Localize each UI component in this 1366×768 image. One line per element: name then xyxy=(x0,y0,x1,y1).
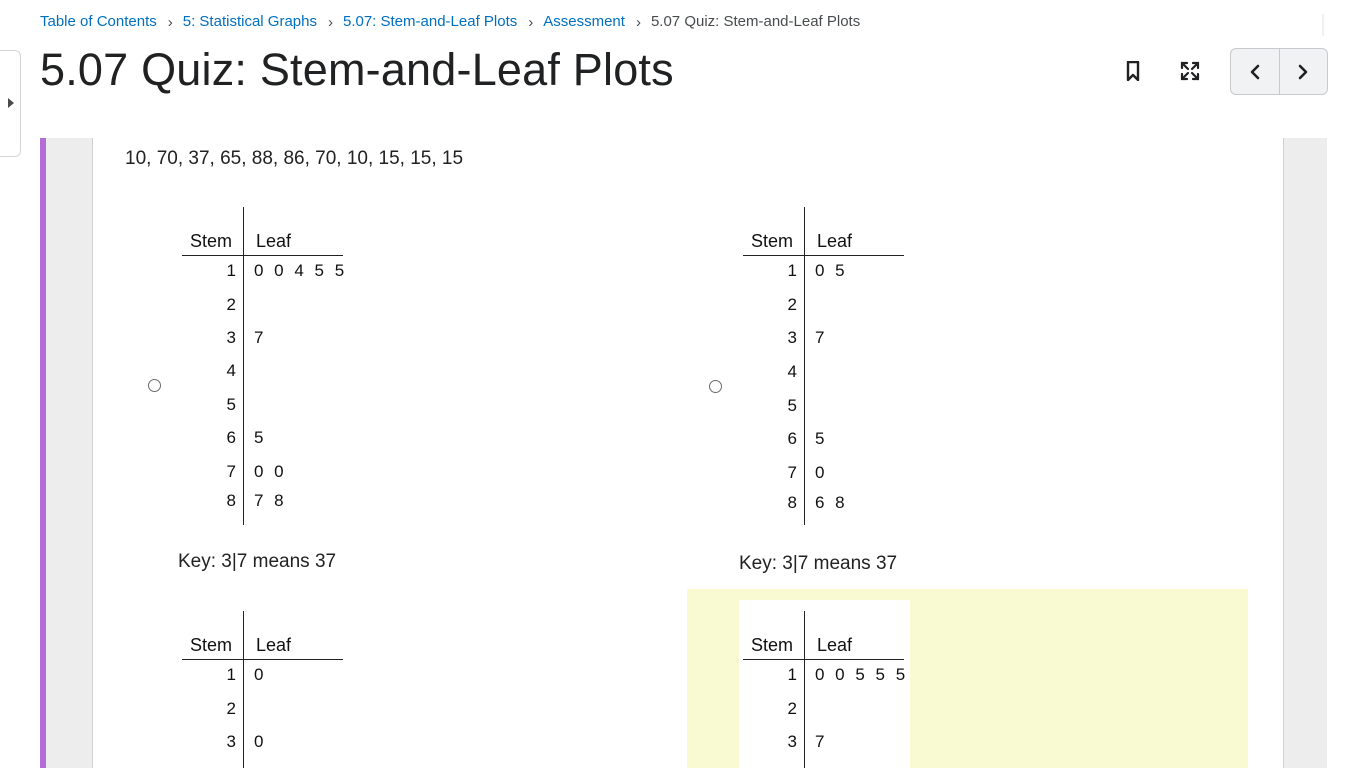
breadcrumb-current: 5.07 Quiz: Stem-and-Leaf Plots xyxy=(650,13,861,30)
plot-row xyxy=(743,328,913,350)
stem-value: 7 xyxy=(226,462,236,481)
leaf-values: 0 0 xyxy=(254,462,287,481)
option-b-radio[interactable] xyxy=(709,380,722,393)
plot-divider-horizontal xyxy=(182,255,343,256)
plot-row xyxy=(182,491,352,513)
stem-value: 4 xyxy=(226,361,236,380)
leaf-values: 0 0 4 5 5 xyxy=(254,261,348,280)
plot-row xyxy=(182,462,352,484)
chevron-right-icon xyxy=(1297,64,1309,80)
stem-value: 1 xyxy=(226,261,236,280)
breadcrumb-separator: › xyxy=(327,14,333,31)
plot-divider-horizontal xyxy=(743,659,904,660)
stem-header: Stem xyxy=(751,231,794,251)
previous-topic-button[interactable] xyxy=(1231,49,1279,94)
breadcrumb xyxy=(40,13,860,30)
plot-row xyxy=(182,665,352,687)
chevron-left-icon xyxy=(1249,64,1261,80)
plot-row xyxy=(743,261,913,283)
stem-value: 2 xyxy=(787,699,797,718)
breadcrumb-separator: › xyxy=(167,14,173,31)
leaf-values: 0 0 5 5 5 xyxy=(815,665,909,684)
option-a-radio[interactable] xyxy=(148,379,161,392)
breadcrumb-link-assessment[interactable]: Assessment xyxy=(543,13,625,30)
leaf-header: Leaf xyxy=(256,635,292,655)
leaf-header: Leaf xyxy=(256,231,292,251)
stem-header: Stem xyxy=(751,635,794,655)
plot-row xyxy=(743,295,913,317)
stem-leaf-plot xyxy=(182,611,352,768)
leaf-values: 0 xyxy=(254,732,267,751)
stem-value: 3 xyxy=(787,328,797,347)
stem-header: Stem xyxy=(190,635,233,655)
plot-row xyxy=(182,395,352,417)
side-panel-toggle[interactable] xyxy=(0,50,21,157)
caret-right-icon xyxy=(8,98,14,108)
stem-value: 2 xyxy=(787,295,797,314)
stem-value: 8 xyxy=(226,491,236,510)
stem-value: 6 xyxy=(787,429,797,448)
leaf-values: 7 xyxy=(254,328,267,347)
stem-value: 1 xyxy=(787,665,797,684)
plot-row xyxy=(743,396,913,418)
stem-value: 2 xyxy=(226,295,236,314)
stem-value: 2 xyxy=(226,699,236,718)
breadcrumb-separator: › xyxy=(528,14,534,31)
stem-leaf-plot xyxy=(743,611,913,768)
stem-value: 3 xyxy=(226,328,236,347)
next-topic-button[interactable] xyxy=(1279,49,1328,94)
stem-value: 6 xyxy=(226,428,236,447)
stem-value: 5 xyxy=(787,396,797,415)
plot-row xyxy=(182,732,352,754)
stem-value: 5 xyxy=(226,395,236,414)
fullscreen-icon xyxy=(1180,61,1200,81)
stem-value: 1 xyxy=(787,261,797,280)
plot-key: Key: 3|7 means 37 xyxy=(178,551,337,572)
plot-divider-horizontal xyxy=(743,255,904,256)
plot-row xyxy=(743,362,913,384)
plot-row xyxy=(182,328,352,350)
stem-value: 4 xyxy=(787,362,797,381)
breadcrumb-separator: › xyxy=(635,14,641,31)
leaf-header: Leaf xyxy=(817,231,853,251)
bookmark-button[interactable] xyxy=(1116,54,1150,88)
leaf-values: 0 5 xyxy=(815,261,848,280)
plot-key: Key: 3|7 means 37 xyxy=(739,553,898,574)
breadcrumb-link-toc[interactable]: Table of Contents xyxy=(40,13,157,30)
leaf-values: 6 8 xyxy=(815,493,848,512)
breadcrumb-link-unit[interactable]: 5: Statistical Graphs xyxy=(182,13,317,30)
plot-row xyxy=(743,493,913,515)
leaf-values: 5 xyxy=(254,428,267,447)
fullscreen-button[interactable] xyxy=(1173,54,1207,88)
plot-row xyxy=(743,429,913,451)
leaf-values: 0 xyxy=(815,463,828,482)
plot-row xyxy=(182,261,352,283)
plot-row xyxy=(743,732,913,754)
stem-value: 7 xyxy=(787,463,797,482)
stem-header: Stem xyxy=(190,231,233,251)
stem-value: 3 xyxy=(787,732,797,751)
stem-value: 3 xyxy=(226,732,236,751)
leaf-values: 7 xyxy=(815,328,828,347)
bookmark-icon xyxy=(1126,61,1140,81)
stem-leaf-plot xyxy=(182,207,352,525)
plot-row xyxy=(743,665,913,687)
leaf-header: Leaf xyxy=(817,635,853,655)
plot-row xyxy=(182,699,352,721)
stem-leaf-plot xyxy=(743,207,913,525)
question-data: 10, 70, 37, 65, 88, 86, 70, 10, 15, 15, 15 xyxy=(125,148,464,169)
stem-value: 1 xyxy=(226,665,236,684)
leaf-values: 0 xyxy=(254,665,267,684)
leaf-values: 7 8 xyxy=(254,491,287,510)
stem-value: 8 xyxy=(787,493,797,512)
plot-row xyxy=(182,361,352,383)
breadcrumb-link-lesson[interactable]: 5.07: Stem-and-Leaf Plots xyxy=(342,13,518,30)
plot-row xyxy=(743,699,913,721)
plot-divider-horizontal xyxy=(182,659,343,660)
plot-row xyxy=(182,428,352,450)
plot-row xyxy=(182,295,352,317)
leaf-values: 5 xyxy=(815,429,828,448)
plot-row xyxy=(743,463,913,485)
page-title: 5.07 Quiz: Stem-and-Leaf Plots xyxy=(40,44,674,95)
scroll-edge xyxy=(1322,14,1324,36)
accent-bar xyxy=(40,138,46,768)
topic-navigation xyxy=(1230,48,1328,95)
leaf-values: 7 xyxy=(815,732,828,751)
